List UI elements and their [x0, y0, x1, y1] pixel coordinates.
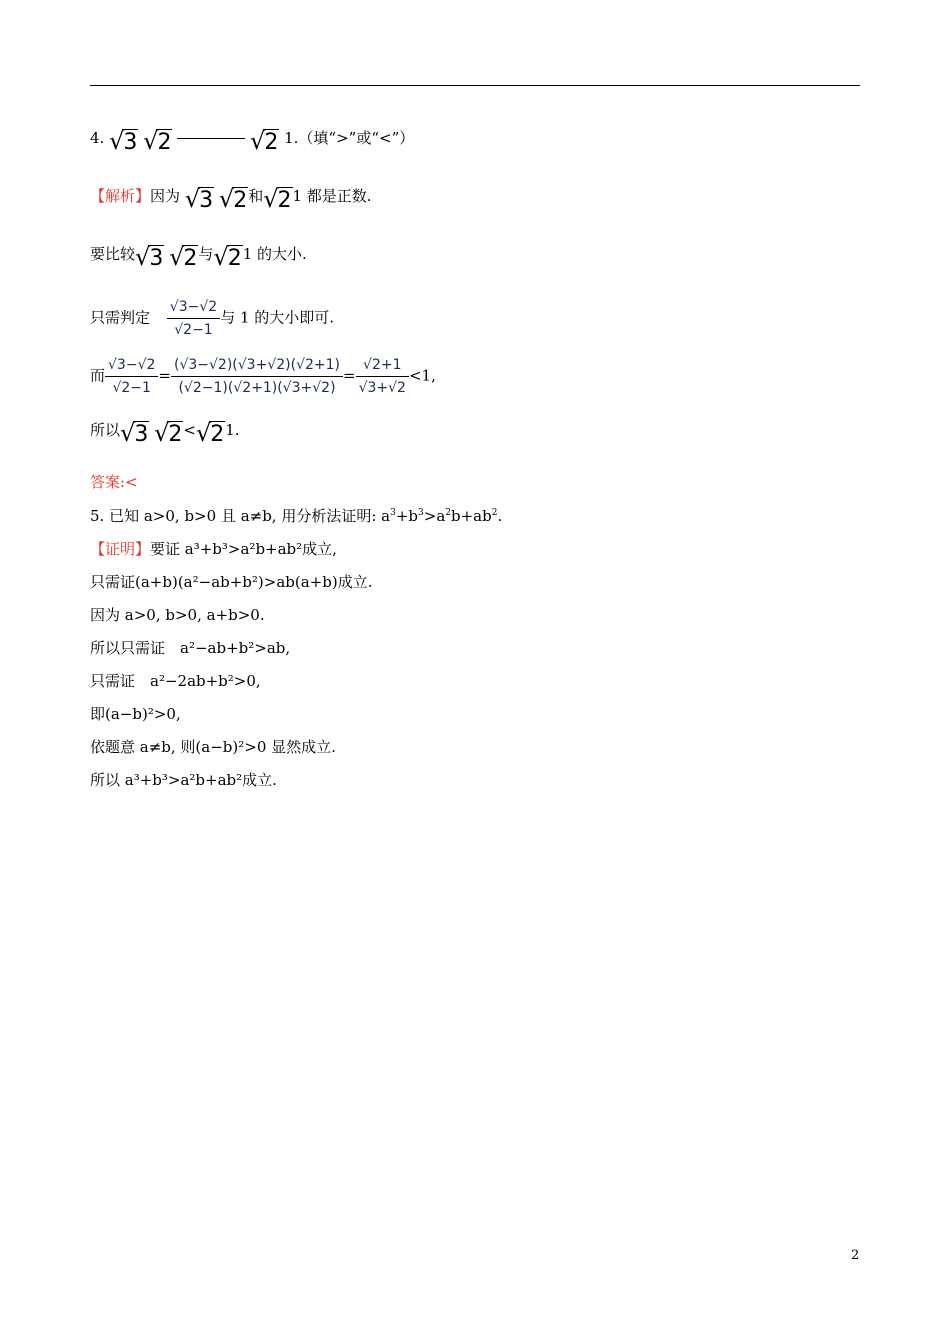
analysis-line-1: [90, 186, 372, 211]
fraction: $\frac{√2+1}{√3+√2}$: [356, 356, 409, 397]
analysis-line-5: [90, 420, 240, 445]
proof-tag: 【证明】: [90, 540, 151, 558]
proof-text: 要证 a³+b³>a²b+ab²成立,: [150, 540, 337, 558]
sqrt2-expr: √2: [169, 243, 198, 271]
sqrt2-expr: √2: [143, 127, 172, 155]
page-number: 2: [851, 1248, 860, 1263]
q5-text: >a: [423, 507, 446, 525]
proof-line-3: 因为 a>0, b>0, a+b>0.: [90, 606, 265, 624]
proof-line-1: [90, 539, 337, 559]
analysis-text: 与 1 的大小即可.: [220, 308, 335, 327]
q5-text: 5. 已知 a>0, b>0 且 a≠b, 用分析法证明: a: [90, 507, 391, 525]
proof-line-6: 即(a−b)²>0,: [90, 705, 181, 723]
analysis-text: 因为: [150, 187, 181, 205]
q5-text: .: [497, 507, 503, 525]
analysis-tag: 【解析】: [90, 187, 151, 205]
sqrt3-expr: √3: [184, 185, 214, 213]
q4-number: 4.: [90, 129, 105, 147]
analysis-text: 只需判定: [90, 308, 151, 327]
analysis-text: 1.: [225, 421, 240, 439]
equals-sign: =: [343, 366, 356, 385]
sqrt3-expr: √3: [109, 127, 138, 155]
proof-line-8: 所以 a³+b³>a²b+ab²成立.: [90, 771, 277, 789]
analysis-text: 所以: [90, 421, 121, 439]
sqrt3-expr: √3: [135, 243, 164, 271]
answer-line: 答案:<: [90, 473, 138, 491]
analysis-line-2: [90, 244, 307, 269]
sqrt2-expr: √2: [263, 185, 292, 213]
sqrt2-expr: √2: [154, 419, 183, 447]
sqrt3-expr: √3: [120, 419, 149, 447]
less-than-sign: <: [183, 421, 196, 439]
sqrt2-expr: √2: [195, 419, 225, 447]
analysis-text: 而: [90, 366, 106, 385]
analysis-text: 1 都是正数.: [292, 187, 372, 205]
proof-line-4: 所以只需证 a²−ab+b²>ab,: [90, 639, 291, 657]
analysis-text: 要比较: [90, 245, 136, 263]
analysis-line-3: [90, 298, 334, 339]
proof-line-7: 依题意 a≠b, 则(a−b)²>0 显然成立.: [90, 738, 336, 756]
sqrt2-expr: √2: [250, 127, 279, 155]
analysis-text: 1 的大小.: [242, 245, 307, 263]
fraction: $\frac{√3-√2}{√2-1}$: [105, 356, 158, 397]
sqrt2-expr: √2: [213, 243, 242, 271]
analysis-line-4: [90, 356, 436, 397]
question-4: [90, 128, 414, 153]
analysis-text: 与: [198, 245, 214, 263]
header-rule: [90, 85, 860, 86]
analysis-text: 和: [248, 187, 264, 205]
analysis-text: <1,: [408, 366, 436, 385]
proof-line-5: 只需证 a²−2ab+b²>0,: [90, 672, 261, 690]
q4-tail: 1.（填“>”或“<”）: [284, 129, 415, 147]
q5-text: +b: [395, 507, 419, 525]
fraction: $\frac{√3-√2}{√2-1}$: [167, 298, 220, 339]
equals-sign: =: [158, 366, 171, 385]
question-5: 5. 已知 a>0, b>0 且 a≠b, 用分析法证明: $a^3+b^3>a^2b+ab^2$.: [90, 507, 503, 525]
q5-text: b+ab: [451, 507, 492, 525]
proof-line-2: 只需证(a+b)(a²−ab+b²)>ab(a+b)成立.: [90, 573, 373, 591]
sqrt2-expr: √2: [218, 185, 248, 213]
fraction: $\frac{(√3-√2)(√3+√2)(√2+1)}{(√2-1)(√2+1)(√3+√2)}$: [171, 356, 343, 397]
answer-blank: [177, 138, 245, 139]
